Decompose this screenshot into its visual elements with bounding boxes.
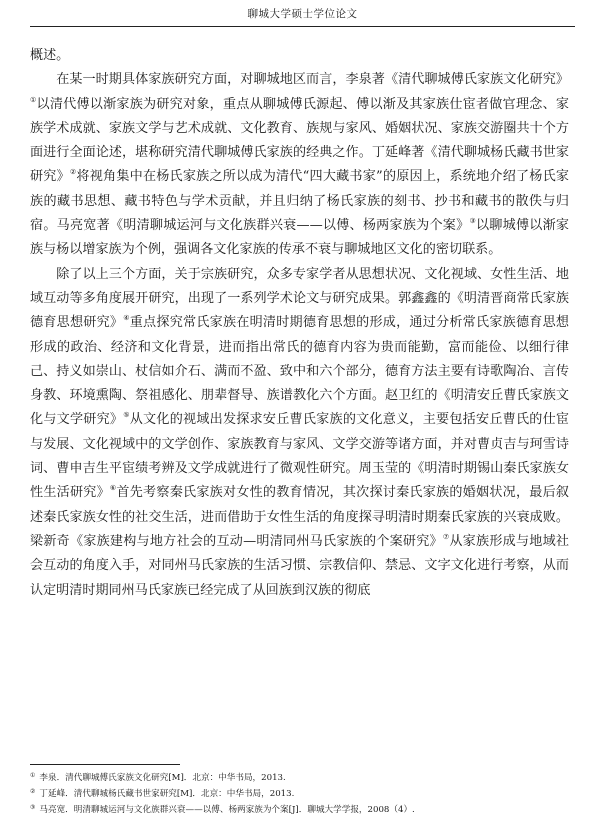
footnote-marker: ③: [469, 217, 476, 226]
footnote-separator: [30, 764, 180, 765]
paragraph-text: 除了以上三个方面，关于宗族研究，众多专家学者从思想状况、文化视域、女性生活、地域互动等多角度展开研究，出现了一系列学术论文与研究成果。郭鑫鑫的《明清晋商常氏家族德育思想研究》: [30, 266, 569, 331]
paragraph-text: 首先考察秦氏家族对女性的教育情况，其次探讨秦氏家族的婚姻状况，最后叙述秦氏家族女性的社交生活，进而借助于女性生活的角度探寻明清时期秦氏家族的兴衰成败。梁新奇《家族建构与地方社会的互动—明清同州马氏家族的个案研究》: [30, 485, 570, 549]
footnote-mark: ①: [30, 772, 36, 779]
paragraph-text: 将视角集中在杨氏家族之所以成为清代“四大藏书家”的原因上，系统地介绍了杨氏家族的藏书思想、藏书特色与学术贡献，并且归纳了杨氏家族的刻书、抄书和藏书的散佚与归宿。马亮宽著《明清聊城运河与文化族群兴衰——以傅、杨两家族为个案》: [30, 169, 570, 234]
footnote-mark: ③: [30, 804, 36, 811]
footnote-marker: ②: [69, 168, 77, 177]
paragraph-text: 以清代傅以渐家族为研究对象，重点从聊城傅氏源起、傅以渐及其家族仕宦者做官理念、家族学术成就、家族文学与艺术成就、文化教育、族规与家风、婚姻状况、家族交游圈共十个方面进行全面论述，堪称研究清代聊城傅氏家族的经典之作。丁延峰著《清代聊城杨氏藏书世家研究》: [30, 96, 569, 185]
body-paragraph: [30, 68, 569, 262]
paragraph-text: 在某一时期具体家族研究方面，对聊城地区而言，李泉著《清代聊城傅氏家族文化研究》: [56, 72, 569, 88]
footnote-mark: ②: [30, 788, 36, 795]
footnote-marker: ⑤: [123, 411, 130, 420]
paragraph-text: 重点探究常氏家族在明清时期德育思想的形成，通过分析常氏家族德育思想形成的政治、经济和文化背景，进而指出常氏的德育内容为贵而能勤，富而能俭、以细行律己、持义如崇山、杖信如介石、满而不盈、致中和六个部分，德育方法主要有诗歌陶冶、言传身教、环境熏陶、祭祖感化、朋辈督导、族谱教化六个方面。赵卫红的《明清安丘曹氏家族文化与文学研究》: [30, 315, 570, 428]
footnote-marker: ④: [123, 314, 130, 323]
body-paragraph: [30, 44, 569, 68]
running-header: 聊城大学硕士学位论文: [247, 8, 358, 20]
footnote-text: 丁延峰．清代聊城杨氏藏书世家研究[M]．北京：中华书局，2013.: [39, 789, 295, 799]
paragraph-text: 以聊城傅以渐家族与杨以增家族为个例，强调各文化家族的传承不衰与聊城地区文化的密切联系。: [30, 218, 570, 258]
footnote-text: 马亮宽．明清聊城运河与文化族群兴衰——以傅、杨两家族为个案[J]．聊城大学学报，2008（4）.: [39, 805, 415, 815]
footnotes: [30, 769, 593, 817]
footnote-marker: ⑥: [109, 484, 117, 493]
footnote-marker: ①: [30, 95, 37, 104]
paragraph-text: 从家族形成与地域社会互动的角度入手，对同州马氏家族的生活习惯、宗教信仰、禁忌、文字文化进行考察，从而认定明清时期同州马氏家族已经完成了从回族到汉族的彻底: [30, 533, 569, 598]
footnote-text: 李泉．清代聊城傅氏家族文化研究[M]．北京：中华书局，2013.: [39, 773, 286, 783]
body-text: [30, 44, 569, 603]
header-rule: [30, 26, 575, 27]
paragraph-text: 概述。: [30, 48, 70, 63]
footnote: [30, 801, 593, 817]
paragraph-text: 从文化的视域出发探求安丘曹氏家族的文化意义，主要包括安丘曹氏的仕宦与发展、文化视域中的文学创作、家族教育与家风、文学交游等诸方面，并对曹贞吉与珂雪诗词、曹申吉生平宦绩考辨及文学成就进行了微观性研究。周玉莹的《明清时期锡山秦氏家族女性生活研究》: [30, 412, 570, 501]
footnote-marker: ⑦: [442, 532, 450, 541]
footnote: [30, 785, 593, 801]
body-paragraph: [30, 263, 569, 603]
footnote: [30, 769, 593, 785]
